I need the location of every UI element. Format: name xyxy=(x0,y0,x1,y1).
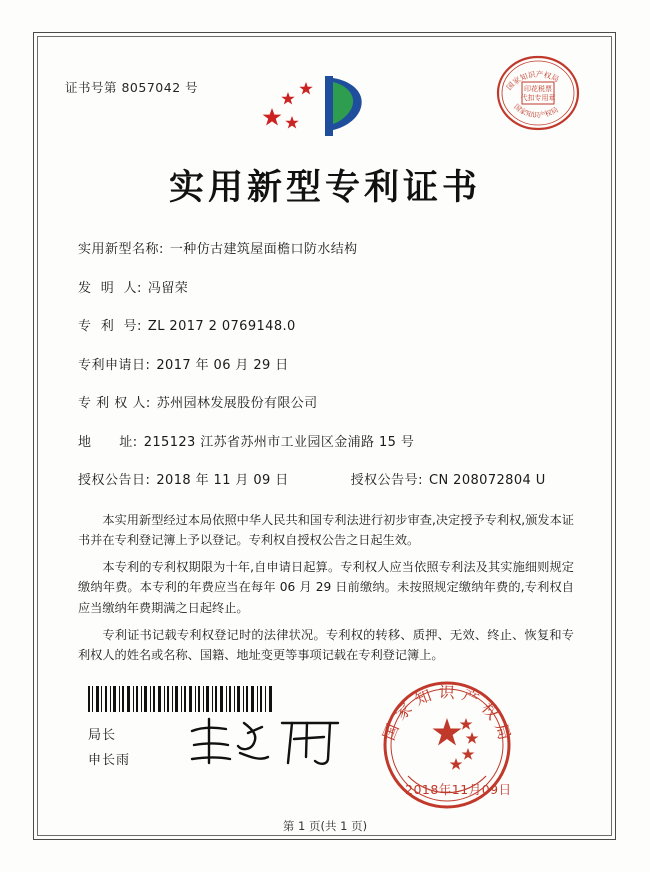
field-label: 实用新型名称: xyxy=(78,242,164,257)
certificate-number: 证书号第 8057042 号 xyxy=(65,80,199,95)
field-label: 专 利 权 人: xyxy=(78,396,151,411)
page-footer: 第 1 页(共 1 页) xyxy=(282,819,368,833)
field-label: 发 明 人: xyxy=(78,280,142,296)
field-row xyxy=(78,392,578,411)
field-label: 专 利 号: xyxy=(78,319,142,334)
field-value: 215123 江苏省苏州市工业园区金浦路 15 号 xyxy=(143,434,415,450)
field-value: 2017 年 06 月 29 日 xyxy=(156,357,289,373)
signer-title: 局长 xyxy=(88,728,117,743)
field-value: 冯留荣 xyxy=(147,280,189,296)
svg-text:代扣专用章: 代扣专用章 xyxy=(520,94,556,102)
tax-stamp-seal xyxy=(495,50,581,136)
field-row xyxy=(78,315,578,334)
field-row xyxy=(78,431,578,450)
handwritten-signature xyxy=(182,713,347,773)
field-row xyxy=(78,277,578,296)
field-row xyxy=(78,354,578,373)
field-value: 苏州园林发展股份有限公司 xyxy=(156,396,318,411)
svg-text:国家知识产权局: 国家知识产权局 xyxy=(512,102,560,120)
grant-date-value: 2018 年 11 月 09 日 xyxy=(156,473,289,488)
paragraph: 本实用新型经过本局依照中华人民共和国专利法进行初步审查,决定授予专利权,颁发本证书并在专利登记簿上予以登记。专利权自授权公告之日起生效。 xyxy=(78,513,574,548)
signer-name: 申长雨 xyxy=(88,752,131,768)
svg-text:国家知识产权局: 国家知识产权局 xyxy=(504,69,561,92)
paragraph: 专利证书记载专利权登记时的法律状况。专利权的转移、质押、无效、终止、恢复和专利权人的姓名或名称、国籍、地址变更等事项记载在专利登记簿上。 xyxy=(78,627,574,662)
field-label: 地 址: xyxy=(78,434,138,450)
grant-number-value: CN 208072804 U xyxy=(429,473,546,488)
page-title: 实用新型专利证书 xyxy=(168,168,481,208)
field-value: ZL 2017 2 0769148.0 xyxy=(147,319,296,334)
grant-row xyxy=(78,469,578,488)
grant-date-label: 授权公告日: xyxy=(78,473,151,488)
signer-block xyxy=(88,724,130,773)
seal-date: 2018年11月09日 xyxy=(405,782,512,797)
field-list xyxy=(78,238,578,508)
field-label: 专利申请日: xyxy=(78,357,151,373)
field-row xyxy=(78,238,578,257)
grant-number-group xyxy=(351,469,546,488)
field-value: 一种仿古建筑屋面檐口防水结构 xyxy=(169,242,358,257)
paragraph: 本专利的专利权期限为十年,自申请日起算。专利权人应当依照专利法及其实施细则规定缴纳年费。本专利的年费应当在每年 06 月 29 日前缴纳。未按照规定缴纳年费的,专利权自应当缴纳年费期满之日起终止。 xyxy=(78,560,574,615)
grant-number-label: 授权公告号: xyxy=(350,473,424,488)
barcode xyxy=(88,686,274,712)
cnipa-logo xyxy=(262,72,382,144)
svg-text:印花税票: 印花税票 xyxy=(524,85,552,93)
svg-text:国家知识产权局: 国家知识产权局 xyxy=(380,682,515,748)
legal-text xyxy=(78,510,574,672)
